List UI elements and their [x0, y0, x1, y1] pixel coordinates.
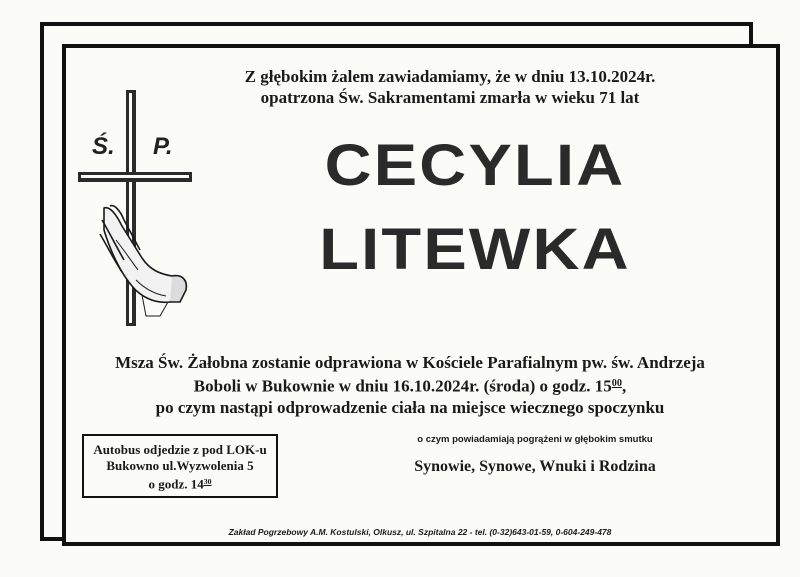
bus-line-3	[84, 474, 276, 492]
bus-line-1: Autobus odjedzie z pod LOK-u	[93, 442, 267, 457]
mass-line-2-text: Boboli w Bukownie w dniu 16.10.2024r. (środa) o godz. 15	[193, 376, 612, 396]
bus-line-2: Bukowno ul.Wyzwolenia 5	[106, 458, 254, 473]
mass-line-1: Msza Św. Żałobna zostanie odprawiona w Kościele Parafialnym pw. św. Andrzeja	[115, 353, 705, 372]
announcement	[200, 66, 700, 108]
deceased-first-name: CECYLIA	[324, 133, 626, 198]
deceased-last-name: LITEWKA	[319, 217, 631, 282]
mass-line-3: po czym nastąpi odprowadzenie ciała na miejsce wiecznego spoczynku	[155, 397, 665, 417]
funeral-home-footer: Zakład Pogrzebowy A.M. Kostulski, Olkusz, ul. Szpitalna 22 - tel. (0-32)643-01-59, 0-604-249-478	[228, 527, 612, 537]
bus-time-text: o godz. 14	[148, 476, 204, 492]
announcement-line-2: opatrzona Św. Sakramentami zmarła w wieku 71 lat	[260, 88, 640, 107]
family-signature: Synowie, Synowe, Wnuki i Rodzina	[414, 458, 656, 475]
announcement-line-1: Z głębokim żalem zawiadamiamy, że w dniu 13.10.2024r.	[244, 67, 656, 86]
bus-info-box	[82, 434, 278, 498]
sp-letter-left: Ś.	[92, 133, 115, 160]
bus-time-minutes: 30	[203, 477, 212, 486]
mass-line-2	[70, 373, 750, 397]
mass-line-2-end: ,	[621, 376, 627, 396]
mass-info	[70, 352, 750, 418]
mourners-notice: o czym powiadamiają pogrążeni w głębokim smutku	[417, 434, 653, 445]
cross-with-praying-hands-icon	[76, 90, 196, 330]
mass-time-minutes: 00	[611, 378, 622, 389]
sp-letter-right: P.	[153, 133, 173, 160]
